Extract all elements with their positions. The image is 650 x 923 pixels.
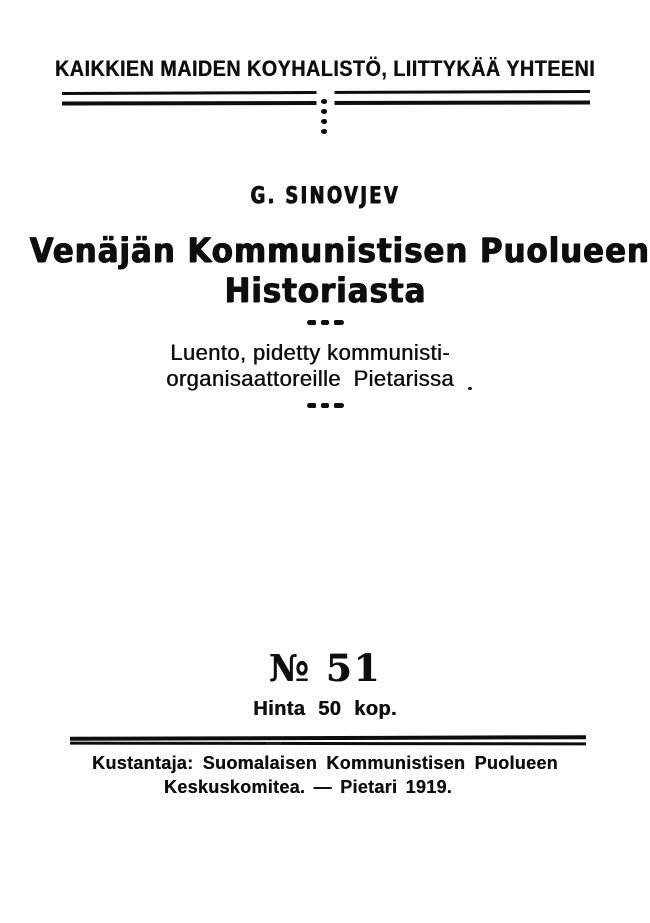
dash-icon — [321, 320, 329, 325]
divider-dot — [321, 129, 327, 134]
proletarian-motto: KAIKKIEN MAIDEN KOYHALISTÖ, LIITTYKÄÄ YHTEENI — [54, 56, 596, 81]
dash-icon — [307, 320, 316, 325]
top-double-rule-upper — [62, 90, 590, 95]
author-name: G. SINOVJEV — [250, 183, 400, 209]
triple-dash-ornament-bottom — [0, 403, 650, 408]
print-speck — [468, 387, 472, 390]
bottom-rule-upper — [70, 735, 586, 741]
dotted-divider — [321, 99, 327, 139]
dash-icon — [321, 403, 329, 408]
book-title-line2: Historiasta — [224, 271, 426, 311]
book-title-line1: Venäjän Kommunistisen Puolueen — [29, 231, 650, 271]
dash-icon — [334, 403, 344, 408]
subtitle-line2: organisaattoreille Pietarissa — [166, 366, 454, 391]
subtitle-line1: Luento, pidetty kommunisti- — [170, 340, 450, 365]
imprint-line2: Keskuskomitea. — Pietari 1919. — [163, 777, 453, 797]
triple-dash-ornament-top — [0, 320, 650, 325]
issue-number: № 51 — [268, 646, 382, 690]
divider-dot — [321, 119, 327, 124]
imprint-line1: Kustantaja: Suomalaisen Kommunistisen Puolueen — [92, 753, 558, 773]
price-line: Hinta 50 kop. — [253, 698, 397, 720]
subtitle — [0, 340, 620, 392]
publisher-imprint — [0, 751, 650, 799]
divider-dot — [321, 109, 327, 114]
dash-icon — [334, 320, 344, 325]
bottom-rule-lower — [70, 742, 586, 746]
divider-dot — [321, 99, 327, 104]
book-title — [29, 231, 650, 311]
dash-icon — [307, 403, 316, 408]
